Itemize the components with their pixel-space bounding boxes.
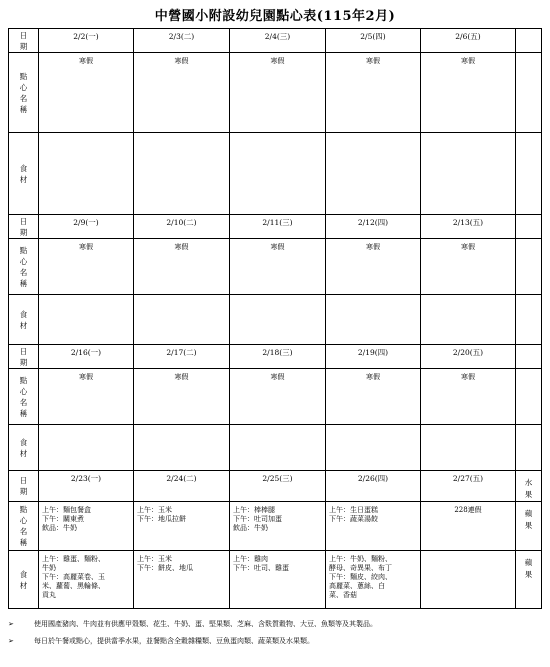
- snack-cell: [230, 502, 326, 551]
- blank-cell: [516, 53, 542, 133]
- snack-cell-line: 上午：麵包餐盒: [42, 506, 91, 514]
- ingredient-cell: [230, 551, 326, 609]
- ingredient-label-char: 食: [19, 163, 28, 173]
- date-cell: 2/24(二): [134, 471, 230, 502]
- note-item: [8, 633, 543, 650]
- snack-label-char: 名: [19, 527, 28, 536]
- ingredient-label-char: 材: [19, 174, 28, 184]
- snack-label-char: 名: [19, 267, 28, 277]
- snack-cell-line: 寒假: [461, 57, 475, 65]
- date-label-char: 日: [19, 346, 28, 356]
- ingredient-cell-line: 上午：牛奶、麵粉、: [329, 555, 392, 563]
- snack-cell-line: 寒假: [79, 243, 93, 251]
- snack-label: [9, 369, 39, 425]
- note-item: [8, 616, 543, 633]
- fruit-ingredient-line: 蘋: [524, 558, 533, 567]
- snack-cell: [230, 53, 326, 133]
- fruit-header-line: 果: [524, 490, 533, 499]
- snack-label-char: 心: [19, 516, 28, 525]
- blank-cell: [516, 215, 542, 239]
- snack-cell-line: 寒假: [174, 57, 189, 65]
- date-cell: 2/19(四): [326, 345, 421, 369]
- snack-cell-line: 寒假: [461, 243, 475, 251]
- ingredient-cell: [39, 295, 134, 345]
- ingredient-cell: [134, 295, 230, 345]
- snack-cell-line: 飲品：牛奶: [42, 524, 77, 532]
- blank-cell: [516, 133, 542, 215]
- blank-cell: [516, 29, 542, 53]
- blank-cell: [516, 369, 542, 425]
- date-cell: 2/9(一): [39, 215, 134, 239]
- snack-cell-line: 寒假: [270, 243, 285, 251]
- ingredient-cell: [421, 295, 516, 345]
- ingredient-label-char: 材: [19, 448, 28, 458]
- date-cell: 2/12(四): [326, 215, 421, 239]
- ingredient-cell-line: 下午：高麗菜卷、玉: [42, 573, 105, 581]
- snack-cell-line: 寒假: [270, 373, 285, 381]
- snack-cell: [421, 239, 516, 295]
- snack-cell-line: 上午：棒棒腿: [233, 506, 275, 514]
- snack-cell: [230, 239, 326, 295]
- date-cell: 2/25(三): [230, 471, 326, 502]
- snack-cell-line: 228連假: [454, 506, 482, 514]
- snack-cell: [326, 239, 421, 295]
- date-label-char: 期: [19, 357, 28, 367]
- snack-cell-line: 寒假: [79, 373, 93, 381]
- date-label-char: 日: [19, 30, 28, 40]
- snack-label-char: 點: [19, 505, 28, 514]
- snack-cell-line: 下午：關東煮: [42, 515, 84, 523]
- snack-cell: [326, 502, 421, 551]
- snack-cell-line: 上午：玉米: [137, 506, 172, 514]
- ingredient-cell: [39, 425, 134, 471]
- ingredient-label-char: 材: [19, 320, 28, 330]
- ingredient-label-char: 材: [19, 580, 28, 590]
- snack-row: [9, 369, 542, 425]
- fruit-snack-line: 果: [524, 521, 533, 530]
- ingredient-cell-line: 高麗菜、蔥絲、白: [329, 582, 385, 590]
- date-cell: 2/4(三): [230, 29, 326, 53]
- ingredient-cell-line: 米、蘿蔔、黑輪條、: [42, 582, 105, 590]
- date-row: [9, 471, 542, 502]
- snack-cell: [421, 369, 516, 425]
- ingredient-cell: [421, 551, 516, 609]
- ingredient-cell-line: 牛奶: [42, 564, 56, 572]
- snack-cell: [39, 239, 134, 295]
- snack-label-char: 稱: [19, 408, 28, 418]
- date-cell: 2/27(五): [421, 471, 516, 502]
- ingredient-cell: [134, 133, 230, 215]
- snack-menu-table: [8, 28, 542, 609]
- ingredient-cell: [230, 133, 326, 215]
- snack-cell-line: 寒假: [174, 243, 189, 251]
- snack-label: [9, 502, 39, 551]
- date-cell: 2/17(二): [134, 345, 230, 369]
- ingredient-row: [9, 425, 542, 471]
- ingredient-cell-line: 酵母、奇異果、布丁: [329, 564, 392, 572]
- date-cell: 2/10(二): [134, 215, 230, 239]
- blank-cell: [516, 345, 542, 369]
- ingredient-row: [9, 295, 542, 345]
- notes: [8, 616, 543, 650]
- snack-cell: [134, 502, 230, 551]
- date-row: [9, 345, 542, 369]
- ingredient-cell: [134, 425, 230, 471]
- snack-cell: [326, 369, 421, 425]
- fruit-ingredient: [516, 551, 542, 609]
- ingredient-cell: [326, 551, 421, 609]
- fruit-snack-line: 蘋: [524, 509, 533, 518]
- date-label: [9, 345, 39, 369]
- date-label-char: 期: [19, 487, 28, 496]
- date-label-char: 期: [19, 227, 28, 237]
- bullet-icon: ➢: [8, 620, 14, 628]
- snack-row: [9, 53, 542, 133]
- snack-cell-line: 寒假: [79, 57, 93, 65]
- date-cell: 2/26(四): [326, 471, 421, 502]
- snack-cell: [421, 53, 516, 133]
- ingredient-cell-line: 菜、香菇: [329, 591, 357, 599]
- snack-label-char: 稱: [19, 538, 28, 547]
- snack-cell: [134, 53, 230, 133]
- snack-label: [9, 53, 39, 133]
- snack-cell: [134, 239, 230, 295]
- date-label-char: 日: [19, 216, 28, 226]
- fruit-snack: [516, 502, 542, 551]
- date-cell: 2/20(五): [421, 345, 516, 369]
- ingredient-cell-line: 下午：餅皮、地瓜: [137, 564, 193, 572]
- snack-cell-line: 寒假: [174, 373, 189, 381]
- snack-cell-line: 寒假: [270, 57, 285, 65]
- fruit-header: [516, 471, 542, 502]
- date-cell: 2/6(五): [421, 29, 516, 53]
- date-label-char: 日: [19, 476, 28, 485]
- date-cell: 2/23(一): [39, 471, 134, 502]
- ingredient-label: [9, 295, 39, 345]
- snack-label-char: 名: [19, 397, 28, 407]
- ingredient-cell: [421, 425, 516, 471]
- snack-cell-line: 飲品：牛奶: [233, 524, 268, 532]
- ingredient-label: [9, 133, 39, 215]
- date-label: [9, 471, 39, 502]
- ingredient-cell: [39, 551, 134, 609]
- snack-cell-line: 下午：地瓜拉餅: [137, 515, 186, 523]
- date-cell: 2/11(三): [230, 215, 326, 239]
- snack-label: [9, 239, 39, 295]
- bullet-icon: ➢: [8, 637, 14, 645]
- date-cell: 2/3(二): [134, 29, 230, 53]
- snack-label-char: 名: [19, 93, 28, 103]
- snack-cell-line: 寒假: [366, 243, 380, 251]
- date-label: [9, 29, 39, 53]
- date-cell: 2/13(五): [421, 215, 516, 239]
- ingredient-cell-line: 貢丸: [42, 591, 56, 599]
- snack-label-char: 心: [19, 386, 28, 396]
- fruit-ingredient-line: 果: [524, 570, 533, 579]
- snack-label-char: 稱: [19, 104, 28, 114]
- snack-cell: [39, 502, 134, 551]
- ingredient-cell-line: 上午：玉米: [137, 555, 172, 563]
- snack-cell: [134, 369, 230, 425]
- snack-cell-line: 下午：蔬菜湯餃: [329, 515, 378, 523]
- date-label-char: 期: [19, 41, 28, 51]
- ingredient-label-char: 食: [19, 437, 28, 447]
- snack-label-char: 心: [19, 256, 28, 266]
- blank-cell: [516, 425, 542, 471]
- ingredient-cell-line: 下午：麵皮、絞肉、: [329, 573, 392, 581]
- date-row: [9, 29, 542, 53]
- date-cell: 2/5(四): [326, 29, 421, 53]
- date-label: [9, 215, 39, 239]
- fruit-header-line: 水: [524, 478, 533, 487]
- blank-cell: [516, 239, 542, 295]
- ingredient-label-char: 食: [19, 569, 28, 579]
- ingredient-label-char: 食: [19, 309, 28, 319]
- snack-row: [9, 502, 542, 551]
- date-cell: 2/16(一): [39, 345, 134, 369]
- snack-cell: [39, 369, 134, 425]
- ingredient-cell: [134, 551, 230, 609]
- ingredient-row: [9, 133, 542, 215]
- ingredient-cell: [39, 133, 134, 215]
- ingredient-label: [9, 551, 39, 609]
- ingredient-cell: [230, 295, 326, 345]
- ingredient-cell: [421, 133, 516, 215]
- snack-cell: [39, 53, 134, 133]
- page-title: 中營國小附設幼兒園點心表(115年2月): [154, 9, 396, 24]
- note-text: 使用國產豬肉、牛肉並有供應甲殼類、花生、牛奶、蛋、堅果類、芝麻、含麩質穀物、大豆、魚類等及其製品。: [34, 620, 377, 628]
- ingredient-cell: [326, 133, 421, 215]
- snack-label-char: 稱: [19, 278, 28, 288]
- date-row: [9, 215, 542, 239]
- snack-label-char: 心: [19, 82, 28, 92]
- snack-cell-line: 寒假: [461, 373, 475, 381]
- ingredient-cell: [326, 295, 421, 345]
- note-text: 每日於午餐或點心，提供當季水果，並餐點含全穀雜糧類、豆魚蛋肉類、蔬菜類及水果類。: [34, 637, 314, 645]
- ingredient-cell-line: 下午：吐司、雞蛋: [233, 564, 289, 572]
- snack-cell: [421, 502, 516, 551]
- date-cell: 2/18(三): [230, 345, 326, 369]
- snack-cell-line: 寒假: [366, 57, 380, 65]
- snack-row: [9, 239, 542, 295]
- blank-cell: [516, 295, 542, 345]
- snack-cell-line: 下午：吐司加蛋: [233, 515, 282, 523]
- ingredient-cell-line: 上午：雞肉: [233, 555, 268, 563]
- snack-label-char: 點: [19, 245, 28, 255]
- snack-label-char: 點: [19, 71, 28, 81]
- date-cell: 2/2(一): [39, 29, 134, 53]
- snack-cell-line: 寒假: [366, 373, 380, 381]
- snack-cell-line: 上午：生日蛋糕: [329, 506, 378, 514]
- ingredient-row: [9, 551, 542, 609]
- snack-cell: [326, 53, 421, 133]
- snack-label-char: 點: [19, 375, 28, 385]
- snack-cell: [230, 369, 326, 425]
- ingredient-cell: [326, 425, 421, 471]
- ingredient-cell-line: 上午：雞蛋、麵粉、: [42, 555, 105, 563]
- ingredient-label: [9, 425, 39, 471]
- ingredient-cell: [230, 425, 326, 471]
